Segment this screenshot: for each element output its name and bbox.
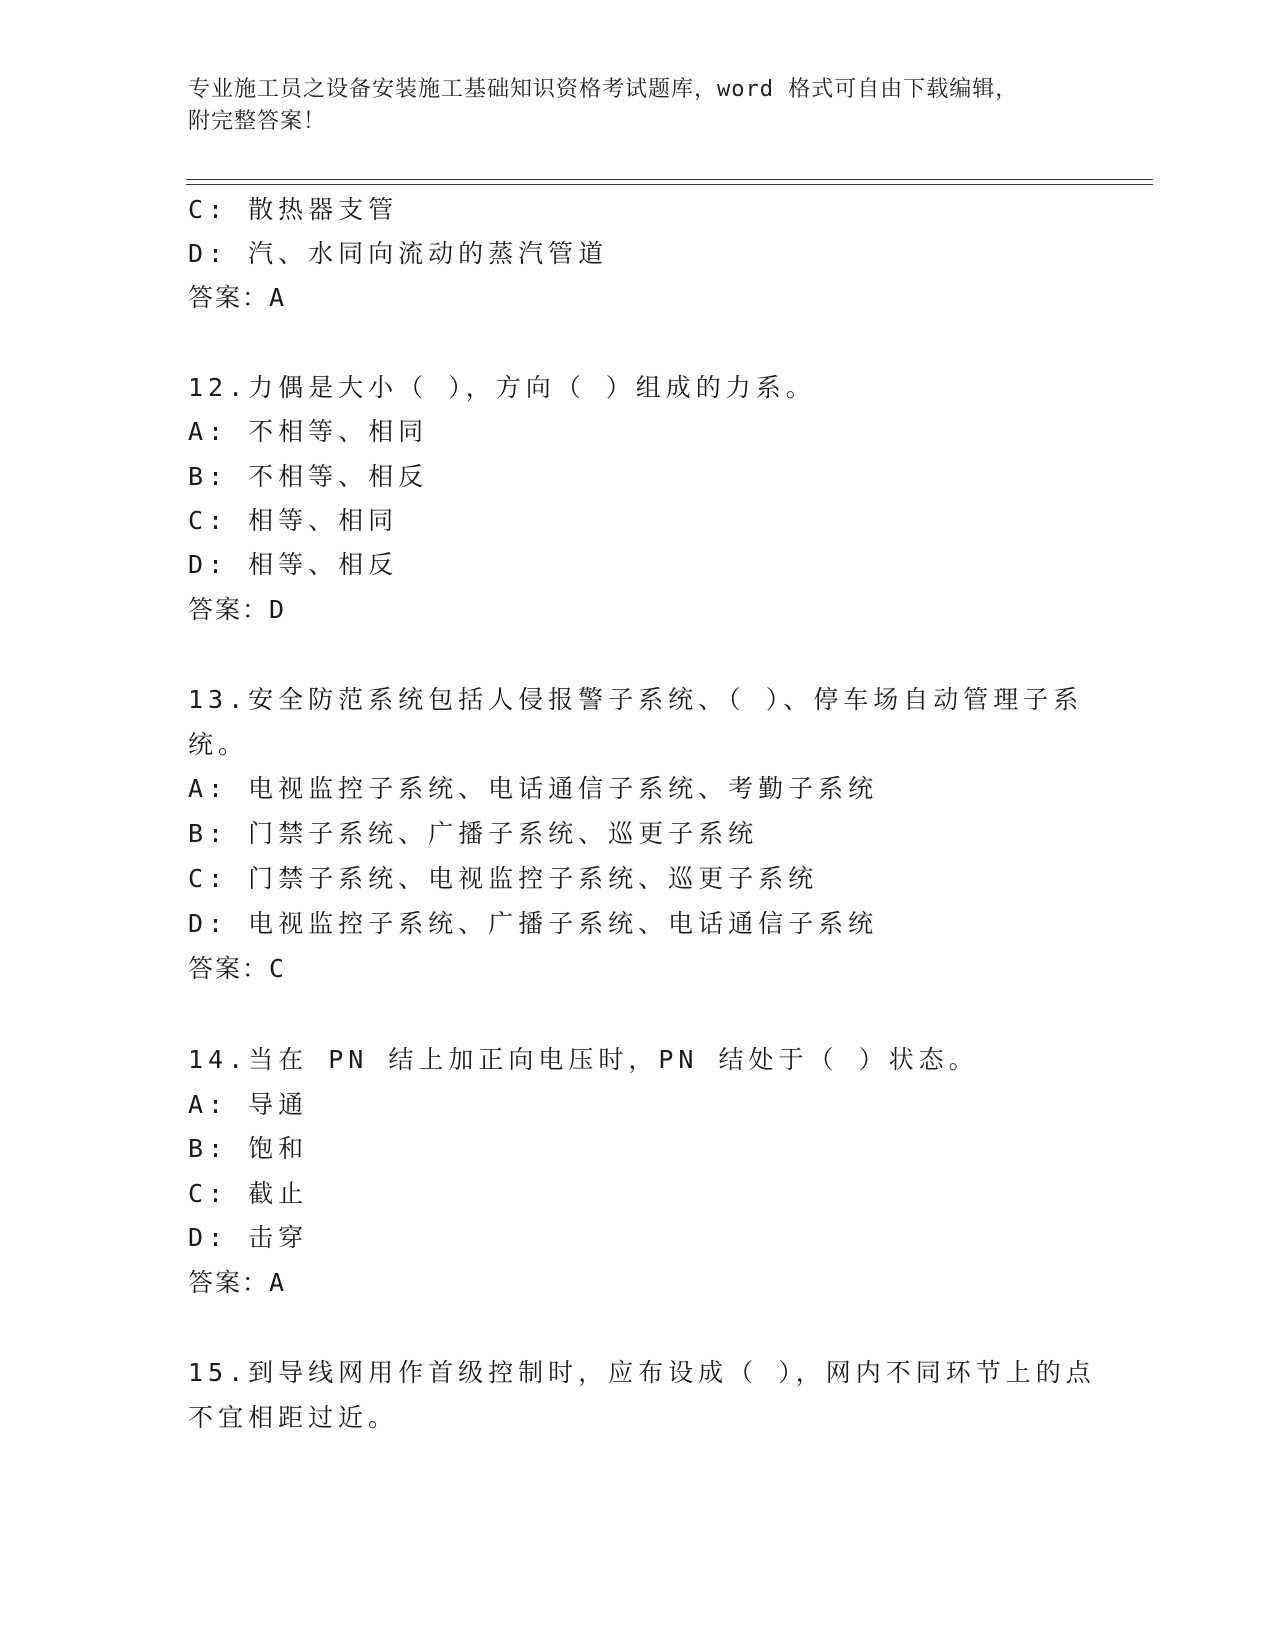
question-stem: 14.当在 PN 结上加正向电压时，PN 结处于（ ）状态。 (188, 1045, 979, 1074)
answer: 答案：A (188, 1268, 287, 1297)
option-b: B: 门禁子系统、广播子系统、巡更子系统 (188, 819, 759, 848)
question-stem-line-2: 不宜相距过近。 (188, 1403, 399, 1432)
answer: 答案：C (188, 954, 287, 983)
question-stem-line-2: 统。 (188, 730, 249, 759)
question-stem-line-1: 13.安全防范系统包括人侵报警子系统、（ ）、停车场自动管理子系 (188, 685, 1084, 714)
option-a: A: 不相等、相同 (188, 417, 429, 446)
header-line-2: 附完整答案！ (188, 109, 327, 134)
answer: 答案：A (188, 283, 287, 312)
option-a: A: 导通 (188, 1090, 309, 1119)
option-d: D: 相等、相反 (188, 550, 399, 579)
option-d: D: 汽、水同向流动的蒸汽管道 (188, 239, 609, 268)
option-a: A: 电视监控子系统、电话通信子系统、考勤子系统 (188, 774, 879, 803)
option-c: C: 门禁子系统、电视监控子系统、巡更子系统 (188, 864, 819, 893)
option-b: B: 不相等、相反 (188, 462, 429, 491)
header-divider-top (186, 179, 1153, 180)
option-c: C: 截止 (188, 1179, 309, 1208)
option-c: C: 散热器支管 (188, 195, 399, 224)
option-c: C: 相等、相同 (188, 506, 399, 535)
answer: 答案：D (188, 595, 287, 624)
header-line-1: 专业施工员之设备安装施工基础知识资格考试题库，word 格式可自由下载编辑， (188, 77, 1019, 102)
option-d: D: 电视监控子系统、广播子系统、电话通信子系统 (188, 909, 879, 938)
header-divider-bottom (186, 184, 1153, 185)
header-text (188, 74, 1148, 138)
question-stem: 12.力偶是大小（ ），方向（ ）组成的力系。 (188, 373, 816, 402)
question-stem-line-1: 15.到导线网用作首级控制时，应布设成（ ），网内不同环节上的点 (188, 1358, 1096, 1387)
option-d: D: 击穿 (188, 1223, 309, 1252)
option-b: B: 饱和 (188, 1134, 309, 1163)
